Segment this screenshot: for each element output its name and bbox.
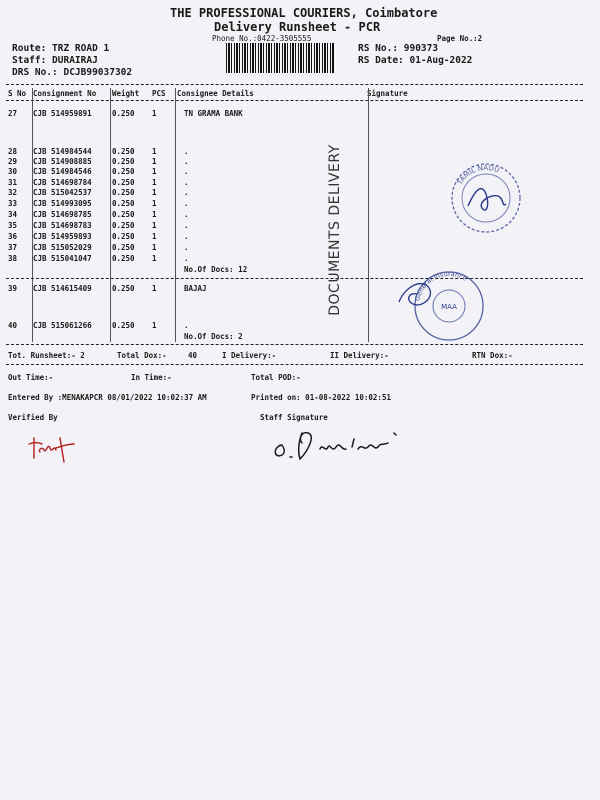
insurance-seal-icon	[395, 266, 505, 346]
barcode	[226, 43, 334, 73]
row-sno: 40	[8, 321, 18, 330]
divider	[6, 100, 583, 101]
row-details: .	[184, 188, 189, 197]
row-sno: 30	[8, 167, 18, 176]
ii-delivery: II Delivery:-	[330, 351, 389, 360]
row-weight: 0.250	[112, 147, 135, 156]
staff: Staff: DURAIRAJ	[12, 55, 98, 66]
row-pcs: 1	[152, 157, 157, 166]
row-sno: 27	[8, 109, 18, 118]
col-pcs: PCS	[152, 89, 166, 98]
row-details: .	[184, 321, 189, 330]
row-details: TN GRAMA BANK	[184, 109, 243, 118]
row-pcs: 1	[152, 221, 157, 230]
row-weight: 0.250	[112, 284, 135, 293]
col-weight: Weight	[112, 89, 140, 98]
phone-number: Phone No.:0422-3505555	[212, 34, 312, 43]
row-consignment: CJB 514959893	[33, 232, 92, 241]
verified-by-label: Verified By	[8, 413, 58, 422]
svg-text:MAA: MAA	[441, 303, 457, 311]
row-details: .	[184, 254, 189, 263]
row-sno: 35	[8, 221, 18, 230]
i-delivery: I Delivery:-	[222, 351, 277, 360]
page-number: Page No.:2	[437, 34, 483, 43]
divider	[6, 84, 583, 85]
company-title: THE PROFESSIONAL COURIERS, Coimbatore	[170, 6, 438, 20]
row-weight: 0.250	[112, 199, 135, 208]
row-weight: 0.250	[112, 178, 135, 187]
row-details: .	[184, 210, 189, 219]
row-sno: 31	[8, 178, 18, 187]
col-signature: Signature	[367, 89, 408, 98]
printed-on: Printed on: 01-08-2022 10:02:51	[251, 393, 391, 402]
row-weight: 0.250	[112, 243, 135, 252]
rs-number: RS No.: 990373	[358, 43, 439, 54]
row-sno: 29	[8, 157, 18, 166]
row-consignment: CJB 514615409	[33, 284, 92, 293]
row-weight: 0.250	[112, 188, 135, 197]
row-consignment: CJB 515052029	[33, 243, 92, 252]
total-dox: Total Dox:-	[117, 351, 167, 360]
row-consignment: CJB 514984544	[33, 147, 92, 156]
table-row	[0, 284, 600, 293]
divider	[6, 364, 583, 365]
rs-date: RS Date: 01-Aug-2022	[358, 55, 473, 66]
group1-docs-count: No.Of Docs: 12	[184, 265, 248, 274]
column-headers	[0, 89, 600, 98]
total-pod: Total POD:-	[251, 373, 301, 382]
table-row	[0, 147, 600, 156]
col-sno: S No	[8, 89, 27, 98]
row-consignment: CJB 514908885	[33, 157, 92, 166]
total-runsheet: Tot. Runsheet:- 2	[8, 351, 85, 360]
row-pcs: 1	[152, 254, 157, 263]
row-weight: 0.250	[112, 254, 135, 263]
row-consignment: CJB 514698783	[33, 221, 92, 230]
row-pcs: 1	[152, 243, 157, 252]
route: Route: TRZ ROAD 1	[12, 43, 110, 54]
svg-text:General Insurance: General Insurance	[413, 269, 469, 302]
row-sno: 39	[8, 284, 18, 293]
round-seal-icon	[446, 158, 526, 238]
staff-signature-label: Staff Signature	[260, 413, 328, 422]
row-pcs: 1	[152, 188, 157, 197]
table-row	[0, 321, 600, 330]
row-pcs: 1	[152, 147, 157, 156]
row-sno: 33	[8, 199, 18, 208]
row-pcs: 1	[152, 321, 157, 330]
row-weight: 0.250	[112, 109, 135, 118]
group2-docs-count: No.Of Docs: 2	[184, 332, 243, 341]
row-weight: 0.250	[112, 167, 135, 176]
row-details: .	[184, 167, 189, 176]
rtn-dox: RTN Dox:-	[472, 351, 513, 360]
staff-signature-icon	[268, 425, 418, 465]
in-time: In Time:-	[131, 373, 172, 382]
documents-delivery-stamp: DOCUMENTS DELIVERY	[327, 144, 343, 316]
sheet-subtitle: Delivery Runsheet - PCR	[214, 20, 381, 34]
row-details: .	[184, 232, 189, 241]
row-sno: 38	[8, 254, 18, 263]
svg-text:TAMIL NADU: TAMIL NADU	[455, 163, 501, 187]
row-details: .	[184, 147, 189, 156]
row-consignment: CJB 514698785	[33, 210, 92, 219]
entered-by: Entered By :MENAKAPCR 08/01/2022 10:02:37 AM	[8, 393, 207, 402]
row-details: .	[184, 157, 189, 166]
row-sno: 36	[8, 232, 18, 241]
table-row	[0, 254, 600, 263]
row-details: BAJAJ	[184, 284, 207, 293]
col-consignee: Consignee Details	[177, 89, 254, 98]
row-weight: 0.250	[112, 221, 135, 230]
row-sno: 28	[8, 147, 18, 156]
row-pcs: 1	[152, 232, 157, 241]
row-weight: 0.250	[112, 232, 135, 241]
drs-number: DRS No.: DCJB99037302	[12, 67, 133, 78]
verifier-signature-icon	[26, 432, 86, 468]
row-consignment: CJB 515042537	[33, 188, 92, 197]
row-sno: 37	[8, 243, 18, 252]
row-consignment: CJB 514959891	[33, 109, 92, 118]
row-weight: 0.250	[112, 210, 135, 219]
row-pcs: 1	[152, 109, 157, 118]
row-pcs: 1	[152, 167, 157, 176]
row-details: .	[184, 243, 189, 252]
row-sno: 34	[8, 210, 18, 219]
row-consignment: CJB 514984546	[33, 167, 92, 176]
table-row	[0, 243, 600, 252]
row-consignment: CJB 515041047	[33, 254, 92, 263]
out-time: Out Time:-	[8, 373, 54, 382]
row-pcs: 1	[152, 284, 157, 293]
row-consignment: CJB 514993095	[33, 199, 92, 208]
row-weight: 0.250	[112, 157, 135, 166]
row-sno: 32	[8, 188, 18, 197]
row-details: .	[184, 221, 189, 230]
row-pcs: 1	[152, 199, 157, 208]
table-row	[0, 109, 600, 118]
row-details: .	[184, 178, 189, 187]
row-details: .	[184, 199, 189, 208]
row-consignment: CJB 515061266	[33, 321, 92, 330]
total-dox-count: 40	[188, 351, 198, 360]
row-pcs: 1	[152, 178, 157, 187]
row-pcs: 1	[152, 210, 157, 219]
col-consignment: Consignment No	[33, 89, 97, 98]
row-consignment: CJB 514698784	[33, 178, 92, 187]
row-weight: 0.250	[112, 321, 135, 330]
